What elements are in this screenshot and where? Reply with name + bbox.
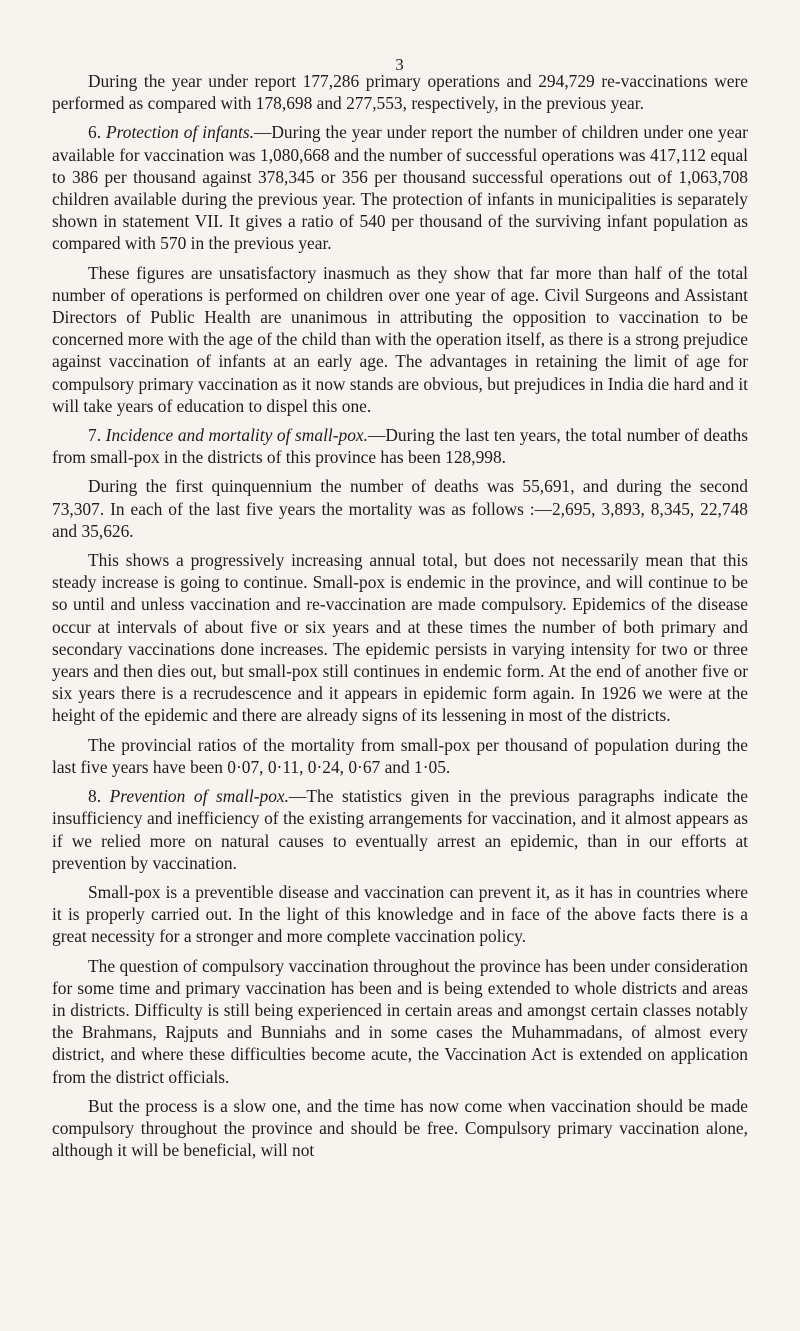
paragraph-text: Small-pox is a preventible disease and vaccination can prevent it, as it has in countries where it is properly carried out. In the light of this knowledge and in face of the above facts there is a great necessity for a stronger and more complete vaccination policy. — [52, 881, 748, 947]
paragraph-vaccination-summary — [52, 70, 748, 114]
paragraph-text: During the year under report 177,286 primary operations and 294,729 re-vaccinations were performed as compared with 178,698 and 277,553, respectively, in the previous year. — [52, 71, 748, 114]
paragraph-text: These figures are unsatisfactory inasmuch as they show that far more than half of the total number of operations is performed on children over one year of age. Civil Surgeons and Assistant Directors of Public Health are unanimous in attributing the opposition to vaccination to be concerned more with the age of the child than with the operation itself, as there is a strong prejudice against vaccination of infants at an early age. The advantages in retaining the limit of age for compulsory primary vaccination as it now stands are obvious, but prejudices in India die hard and it will take years of education to dispel this one. — [52, 262, 748, 416]
paragraph-text: —The statistics given in the previous paragraphs indicate the insufficiency and inefficiency of the existing arrangements for vaccination, and it almost appears as if we relied more on natural causes to eventually arrest an epidemic, than in our efforts at prevention by vaccination. — [52, 786, 749, 873]
paragraph-text: The question of compulsory vaccination throughout the province has been under consideration for some time and primary vaccination has been and is being extended to whole districts and areas in districts. Difficulty is still being experienced in certain areas and amongst certain classes notably the Brahmans, Rajputs and Bunniahs and in some cases the Muhammadans, of almost every district, and where these difficulties become acute, the Vaccination Act is extended on application from the district officials. — [52, 955, 748, 1087]
body-text — [52, 70, 748, 1168]
section-heading: Incidence and mortality of small-pox. — [105, 425, 368, 446]
paragraph-prevention — [52, 785, 748, 874]
paragraph-progressive-increase — [52, 549, 748, 727]
page-number: 3 — [395, 55, 405, 74]
paragraph-text: During the first quinquennium the number of deaths was 55,691, and during the second 73,307. In each of the last five years the mortality was as follows :—2,695, 3,893, 8,345, 22,748 and 35,626. — [52, 476, 748, 541]
paragraph-quinquennium-deaths — [52, 475, 748, 542]
paragraph-text: But the process is a slow one, and the time has now come when vaccination should be made compulsory throughout the province and should be free. Compulsory primary vaccination alone, although it will be beneficial, will not — [52, 1095, 748, 1161]
paragraph-incidence-mortality — [52, 424, 748, 468]
paragraph-preventible-disease — [52, 881, 748, 948]
paragraph-slow-process — [52, 1095, 748, 1162]
paragraph-text: —During the last ten years, the total number of deaths from small-pox in the districts of this province has been 128,998. — [52, 425, 748, 468]
section-number: 7. — [88, 425, 102, 446]
section-number: 6. — [88, 122, 102, 143]
paragraph-unsatisfactory-figures — [52, 262, 748, 417]
section-heading: Prevention of small-pox. — [109, 786, 289, 807]
paragraph-provincial-ratios — [52, 734, 748, 778]
paragraph-compulsory-question — [52, 955, 748, 1088]
paragraph-protection-of-infants — [52, 121, 748, 254]
section-number: 8. — [88, 786, 102, 807]
section-heading: Protection of infants. — [106, 122, 254, 143]
paragraph-text: This shows a progressively increasing annual total, but does not necessarily mean that this steady increase is going to continue. Small-pox is endemic in the province, and will continue to be so until and unless vaccination and re-vaccination are made compulsory. Epidemics of the disease occur at intervals of about five or six years and at these times the number of both primary and secondary vaccinations done increases. The epidemic persists in varying intensity for two or three years and then dies out, but small-pox still continues in endemic form. At the end of another five or six years there is a recrudescence and it appears in epidemic form again. In 1926 we were at the height of the epidemic and there are already signs of its lessening in most of the districts. — [52, 550, 748, 726]
paragraph-text: —During the year under report the number of children under one year available for vaccination was 1,080,668 and the number of successful operations was 417,112 equal to 386 per thousand against 378,345 or 356 per thousand successful operations out of 1,063,708 children available during the previous year. The protection of infants in municipalities is separately shown in statement VII. It gives a ratio of 540 per thousand of the surviving infant population as compared with 570 in the previous year. — [52, 122, 748, 254]
paragraph-text: The provincial ratios of the mortality from small-pox per thousand of population during the last five years have been 0·07, 0·11, 0·24, 0·67 and 1·05. — [52, 734, 748, 777]
